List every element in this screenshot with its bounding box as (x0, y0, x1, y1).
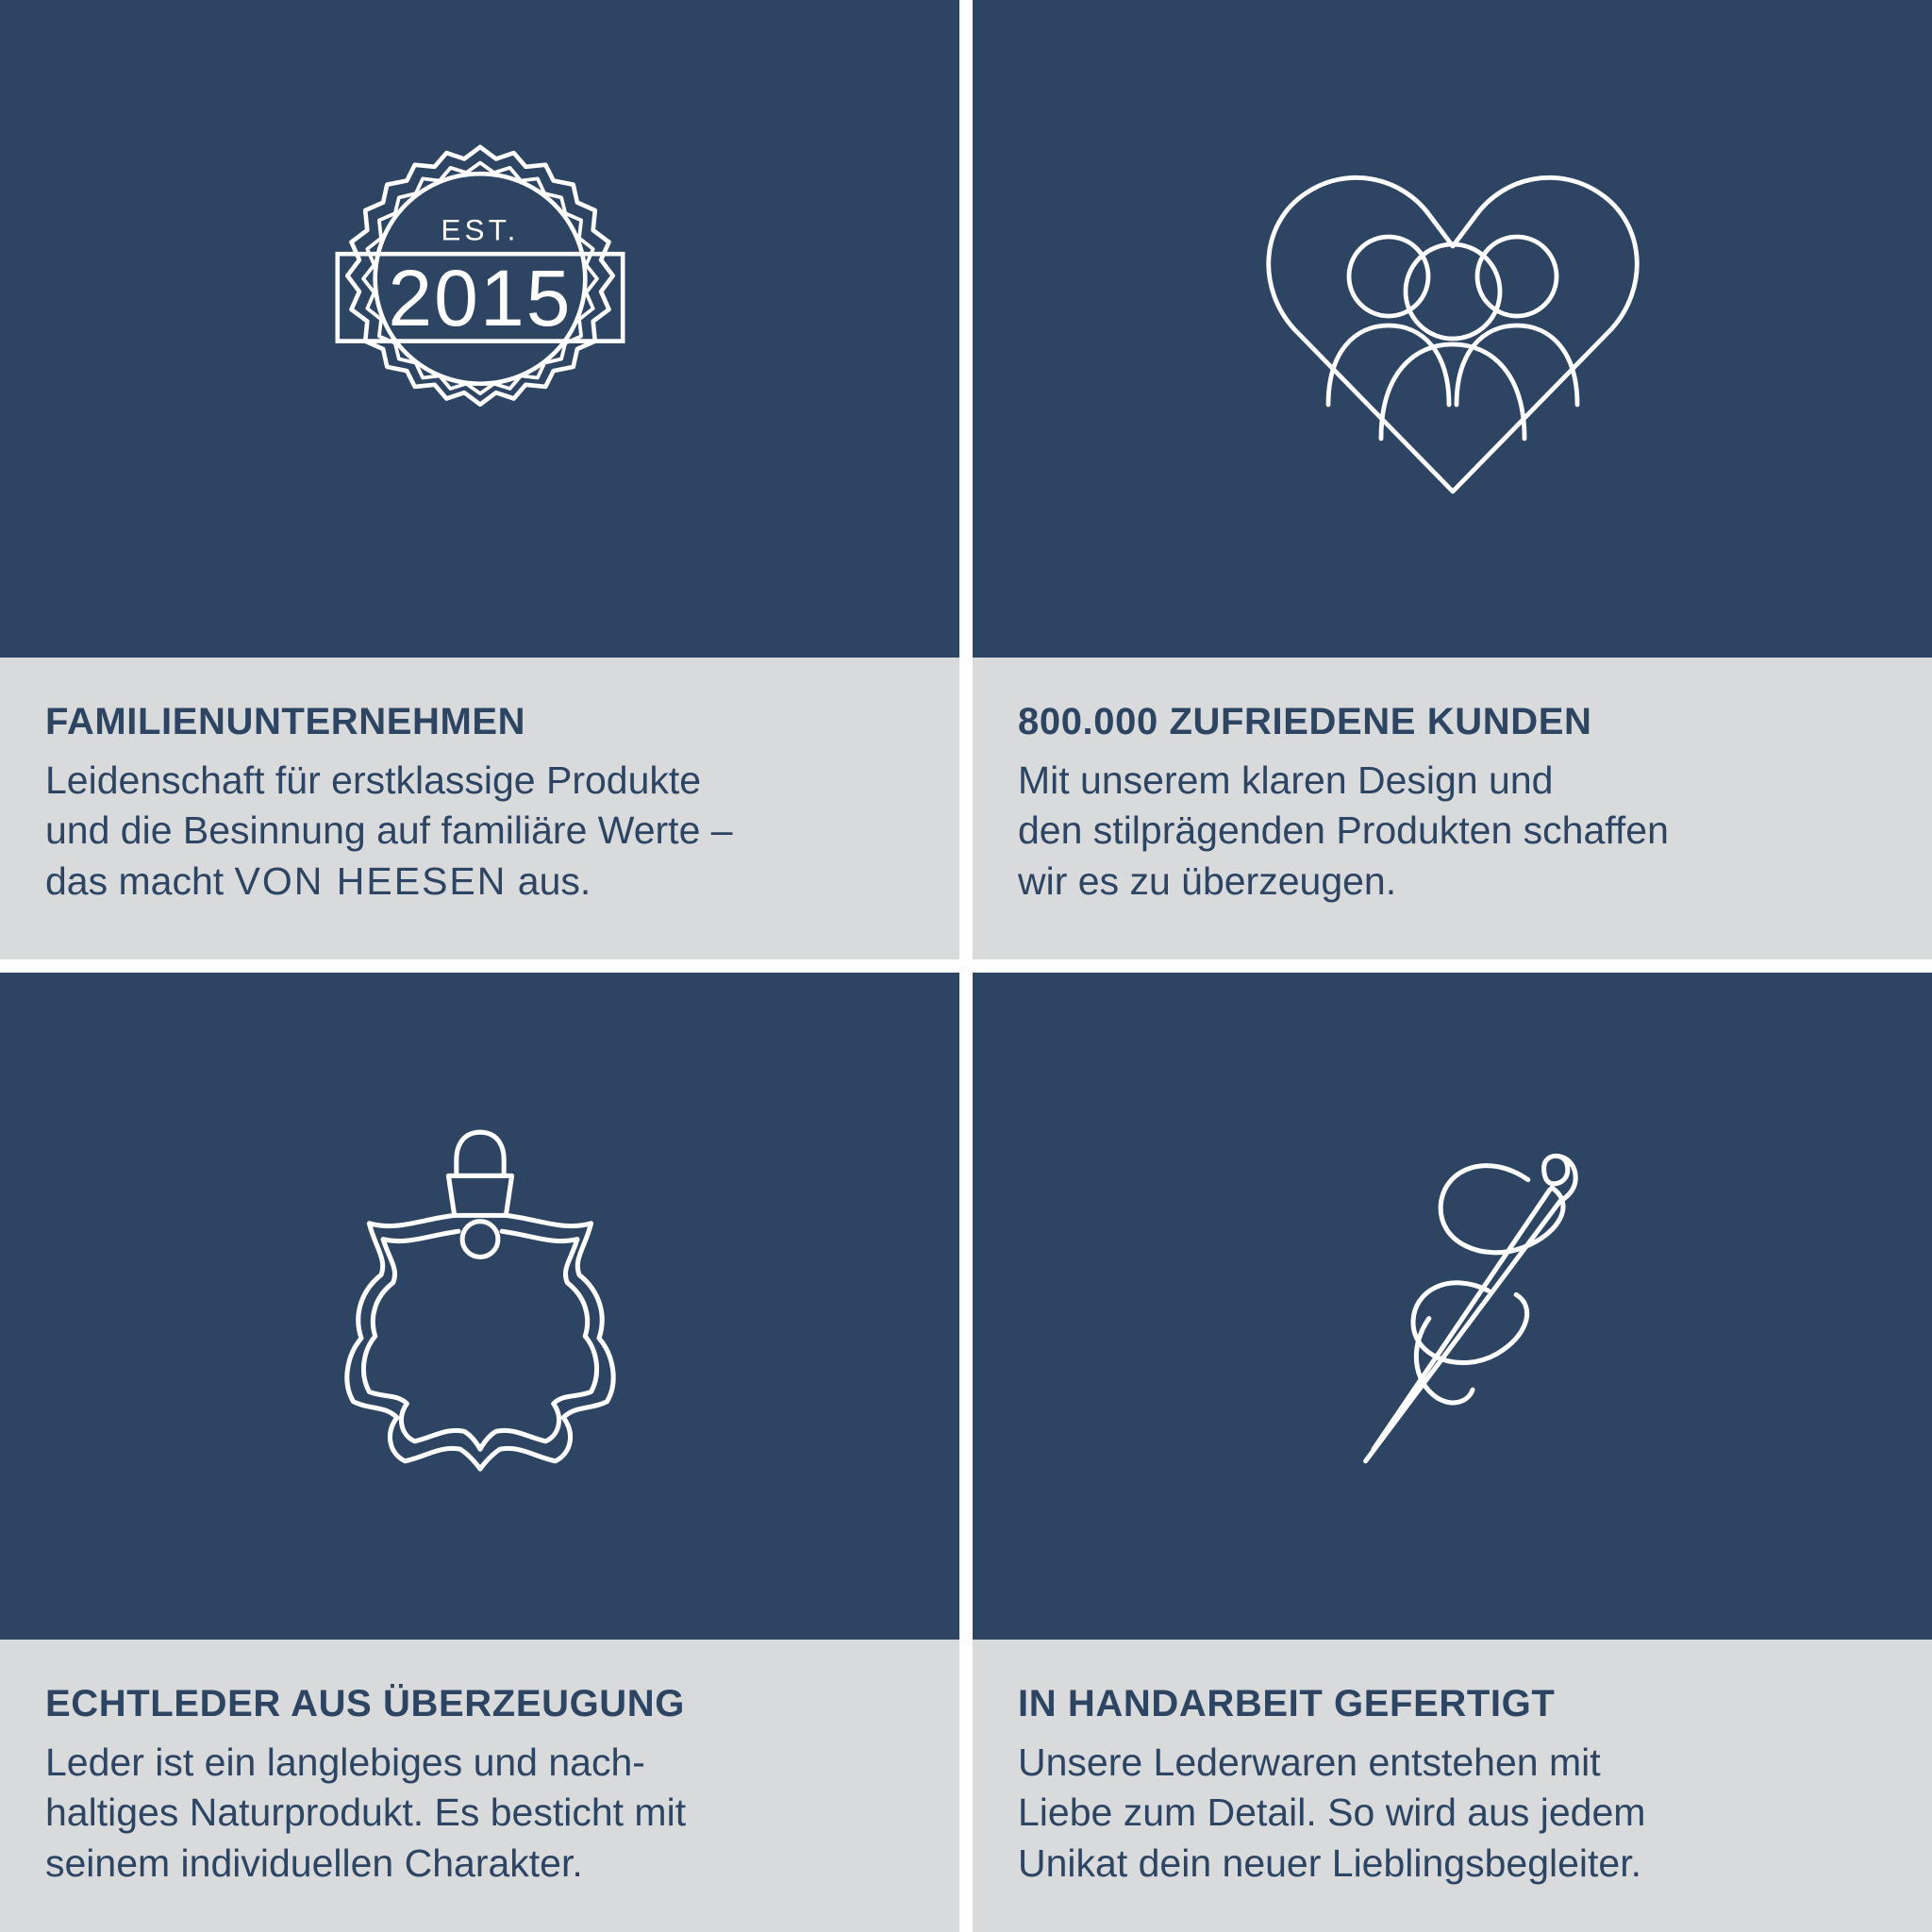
card-body-line-2: haltiges Naturprodukt. Es besticht mit (45, 1790, 687, 1835)
est-2015-badge-icon (0, 0, 959, 658)
badge-year-label: 2015 (387, 253, 573, 342)
card-text-block (973, 1640, 1932, 1932)
needle-and-thread-icon (973, 973, 1932, 1640)
card-body-line-2: Liebe zum Detail. So wird aus jedem (1018, 1790, 1646, 1835)
card-text-block (0, 658, 959, 959)
brand-name: VON HEESEN (234, 858, 508, 903)
leather-hide-tag-icon (0, 973, 959, 1640)
feature-card-genuine-leather (0, 973, 959, 1932)
card-body (45, 756, 916, 907)
badge-est-label: EST. (440, 212, 520, 246)
heart-with-people-icon (973, 0, 1932, 658)
feature-card-family-business (0, 0, 959, 959)
card-headline: FAMILIENUNTERNEHMEN (45, 701, 526, 742)
card-headline: ECHTLEDER AUS ÜBERZEUGUNG (45, 1683, 685, 1724)
card-headline: 800.000 ZUFRIEDENE KUNDEN (1018, 701, 1592, 742)
card-body (1018, 756, 1889, 907)
feature-card-handmade (973, 973, 1932, 1932)
card-body (45, 1738, 916, 1889)
card-text-block (973, 658, 1932, 959)
card-body-line-2: und die Besinnung auf familiäre Werte – (45, 808, 733, 853)
card-body-line-3: seinem individuellen Charakter. (45, 1840, 583, 1885)
card-text-block (0, 1640, 959, 1932)
card-body (1018, 1738, 1889, 1889)
card-body-line-2: den stilprägenden Produkten schaffen (1018, 808, 1669, 853)
feature-card-satisfied-customers (973, 0, 1932, 959)
card-body-line-1: Mit unserem klaren Design und (1018, 758, 1554, 802)
card-headline: IN HANDARBEIT GEFERTIGT (1018, 1683, 1556, 1724)
card-body-line-3-suffix: aus. (507, 858, 591, 903)
card-body-line-3: wir es zu überzeugen. (1018, 858, 1397, 903)
card-body-line-1: Leidenschaft für erstklassige Produkte (45, 758, 702, 802)
card-body-line-1: Unsere Lederwaren entstehen mit (1018, 1740, 1601, 1784)
card-body-line-3: Unikat dein neuer Lieblingsbegleiter. (1018, 1840, 1642, 1885)
card-body-line-1: Leder ist ein langlebiges und nach- (45, 1740, 645, 1784)
card-body-line-3-prefix: das macht (45, 858, 235, 903)
